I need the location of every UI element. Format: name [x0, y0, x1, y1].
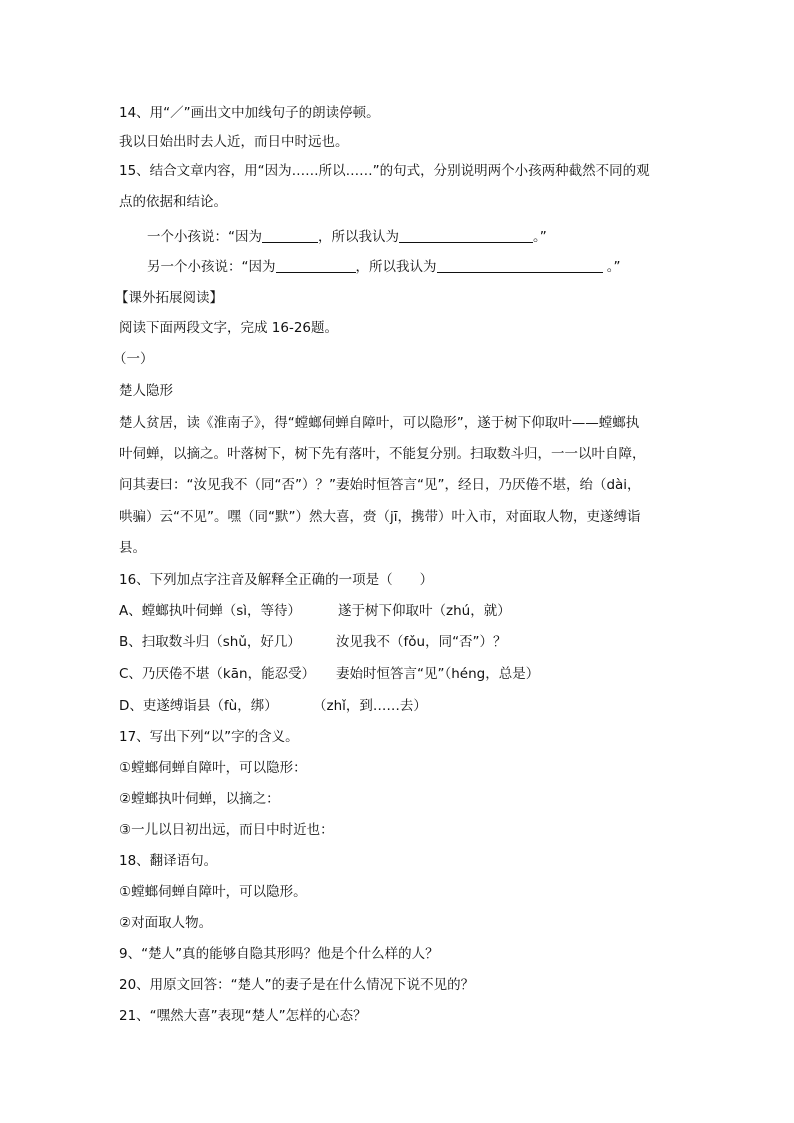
- q16-option-d-left: D、吏遂缚诣县（fù，绑）: [119, 698, 278, 714]
- q16-option-a-right: 遂于树下仰取叶（zhú，就）: [338, 603, 511, 619]
- passage-title: 楚人隐形: [119, 383, 173, 399]
- q16-option-a-left: A、螳螂执叶伺蝉（sì，等待）: [119, 603, 302, 619]
- q15-kid1-line: [147, 227, 547, 247]
- q18-title: 18、翻译语句。: [119, 853, 218, 869]
- q16-option-d-right: （zhǐ，到……去）: [313, 698, 427, 714]
- q17-item: ③一儿以日初出远，而日中时近也：: [119, 822, 334, 838]
- q19-question: 9、“楚人”真的能够自隐其形吗？他是个什么样的人？: [119, 946, 439, 962]
- q15-kid2-middle: ，所以我认为: [355, 259, 437, 275]
- passage-line: 问其妻曰：“汝见我不（同“否”）？”妻始时恒答言“见”，经日，乃厌倦不堪，绐（dài，: [119, 477, 641, 493]
- q16-option-c-left: C、乃厌倦不堪（kān，能忍受）: [119, 666, 316, 682]
- passage-line: 叶伺蝉，以摘之。叶落树下，树下先有落叶，不能复分别。扫取数斗归，一一以叶自障，: [119, 446, 646, 462]
- q14-title: 14、用“／”画出文中加线句子的朗读停顿。: [119, 105, 380, 121]
- q18-item: ①螳螂伺蝉自障叶，可以隐形。: [119, 884, 307, 900]
- part-label: （一）: [113, 351, 154, 367]
- passage-line: 哄骗）云“不见”。嘿（同“默”）然大喜，赍（jī，携带）叶入市，对面取人物，吏遂缚诣: [119, 509, 641, 525]
- q15-kid2-blank-conclusion[interactable]: [437, 258, 603, 273]
- q14-sentence: 我以日始出时去人近，而日中时远也。: [119, 134, 349, 150]
- q16-option-b-left: B、扫取数斗归（shǔ，好几）: [119, 634, 301, 650]
- q15-kid1-prefix: 一个小孩说：“因为: [147, 229, 262, 245]
- q15-kid2-blank-reason[interactable]: [276, 258, 356, 273]
- q17-item: ②螳螂执叶伺蝉，以摘之：: [119, 791, 280, 807]
- passage-line: 县。: [119, 540, 146, 556]
- q21-question: 21、“嘿然大喜”表现“楚人”怎样的心态？: [119, 1008, 367, 1024]
- q15-kid1-blank-reason[interactable]: [262, 228, 318, 243]
- q15-title-line2: 点的依据和结论。: [119, 194, 227, 210]
- q16-option-b-right: 汝见我不（fǒu，同“否”）？: [336, 634, 507, 650]
- q18-item: ②对面取人物。: [119, 915, 213, 931]
- q16-option-c-right: 妻始时恒答言“见”（héng，总是）: [336, 666, 540, 682]
- passage-line: 楚人贫居，读《淮南子》，得“螳螂伺蝉自障叶，可以隐形”，遂于树下仰取叶——螳螂执: [119, 415, 640, 431]
- q16-title: 16、下列加点字注音及解释全正确的一项是（ ）: [119, 572, 434, 588]
- q15-title-line1: 15、结合文章内容，用“因为……所以……”的句式，分别说明两个小孩两种截然不同的观: [119, 163, 650, 179]
- section-title: 【课外拓展阅读】: [115, 290, 223, 306]
- q17-title: 17、写出下列“以”字的含义。: [119, 729, 299, 745]
- q15-kid1-blank-conclusion[interactable]: [399, 228, 533, 243]
- q15-kid2-suffix: 。”: [602, 259, 621, 275]
- q15-kid2-prefix: 另一个小孩说：“因为: [147, 259, 276, 275]
- q15-kid1-middle: ，所以我认为: [318, 229, 399, 245]
- reading-intro: 阅读下面两段文字，完成 16-26题。: [119, 320, 339, 336]
- q17-item: ①螳螂伺蝉自障叶，可以隐形：: [119, 760, 307, 776]
- q15-kid1-suffix: 。”: [533, 229, 547, 245]
- q20-question: 20、用原文回答：“楚人”的妻子是在什么情况下说不见的？: [119, 977, 475, 993]
- q15-kid2-line: [147, 257, 621, 277]
